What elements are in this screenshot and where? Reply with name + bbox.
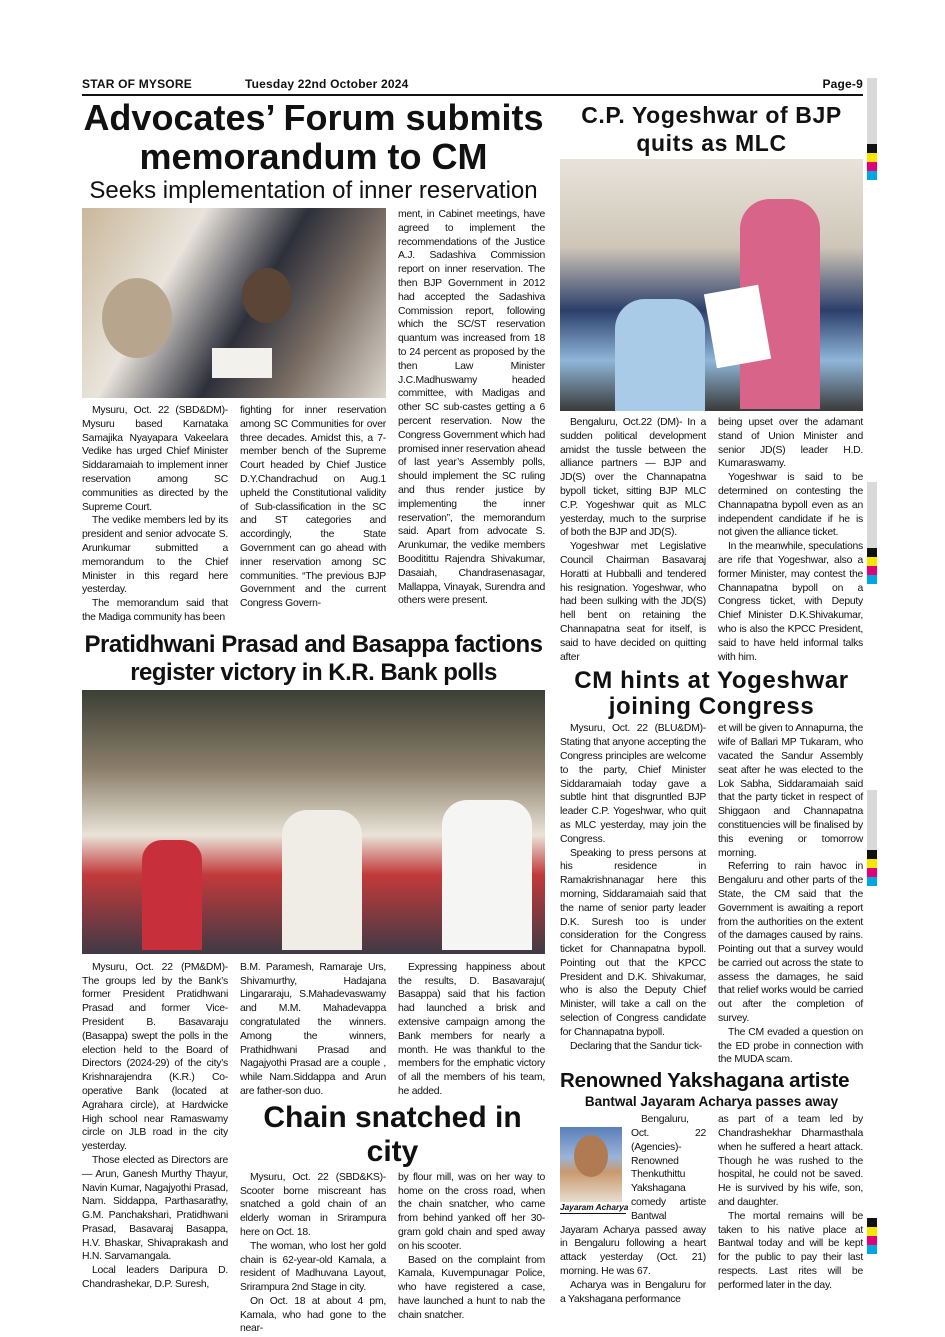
paragraph: Bengaluru, Oct. 22 (Agencies)- Renowned Thenkuthittu Yakshagana comedy artiste Bantwal Jayaram Acharya passed away in Bengaluru following a heart attack yesterday (Oct. 21) morning. He was 67.	[560, 1114, 706, 1278]
paragraph: Yogeshwar is said to be determined on contesting the Channapatna bypoll even as an independent candidate if he is not given the alliance ticket.	[718, 472, 863, 539]
headline: Pratidhwani Prasad and Basappa factions register victory in K.R. Bank polls	[84, 630, 543, 686]
paragraph: The vedike members led by its president and senior advocate S. Arunkumar submitted a memorandum to the Chief Minister in this regard here yesterday.	[82, 515, 228, 596]
paragraph: Referring to rain havoc in Bengaluru and other parts of the State, the CM said that the Government is awaiting a report from the authorities on the extent of the damages caused by rains. Pointing out that a survey would be carried out across the state to assess the damages, he said that relief works would be carried out after the completion of survey.	[718, 861, 863, 1025]
headline: Chain snatched in city	[263, 1100, 522, 1168]
photo-jayaram-acharya	[560, 1127, 622, 1202]
paragraph: Mysuru, Oct. 22 (BLU&DM)- Stating that anyone accepting the Congress principles are welcome to the party, Chief Minister Siddaramaiah today gave a subtle hint that disgruntled BJP leader C.P. Yogeshwar, who quit as MLC yesterday, may join the Congress.	[560, 723, 706, 845]
paragraph: Based on the complaint from Kamala, Kuvempunagar Police, who have registered a case, have launched a hunt to nab the chain snatcher.	[398, 1254, 545, 1321]
paragraph: Bengaluru, Oct.22 (DM)- In a sudden political development amidst the tussle between the alliance partners — BJP and JD(S) over the Channapatna bypoll ticket, sitting BJP MLC C.P. Yogeshwar quit as MLC yesterday, much to the surprise of both the BJP and JD(S).	[560, 417, 706, 539]
subheadline: Seeks implementation of inner reservation	[89, 177, 538, 204]
article-yakshagana-artiste	[560, 1069, 863, 1306]
article-column	[240, 961, 386, 1099]
paragraph: The woman, who lost her gold chain is 62-year-old Kamala, a resident of Madhuvana Layout, Srirampura 2nd Stage in city.	[240, 1240, 386, 1294]
paragraph: On Oct. 18 at about 4 pm, Kamala, who had gone to the near-	[240, 1295, 386, 1335]
paragraph: The mortal remains will be taken to his native place at Bantwal today and will be kept for the public to pay their last respects. Last rites will be performed later in the day.	[718, 1210, 863, 1291]
article-column	[398, 1171, 545, 1337]
headline: Renowned Yakshagana artiste	[560, 1069, 850, 1093]
paragraph: Mysuru, Oct. 22 (SBD&DM)- Mysuru based Karnataka Samajika Nyayapara Vakeelara Vedike has urged Chief Minister Siddaramaiah to implement inner reservation among SC communities as directed by the Supreme Court.	[82, 405, 228, 513]
article-column	[718, 1113, 863, 1306]
photo-caption: Jayaram Acharya	[560, 1202, 629, 1213]
article-column	[398, 961, 545, 1099]
photo-bank-poll-winners	[82, 690, 545, 954]
paragraph: fighting for inner reservation among SC Communities for over three decades. Amidst this, a 7-member bench of the Supreme Court headed by Chief Justice D.Y.Chandrachud on Aug.1 upheld the Constitutional validity of Sub-classification in the SC and ST categories and accordingly, the State Government can go ahead with inner reservation among SC communities. “The previous BJP Government and the current Congress Govern-	[240, 405, 386, 610]
paragraph: et will be given to Annapurna, the wife of Ballari MP Tukaram, who vacated the Sandur Assembly seat after he was elected to the Lok Sabha, Siddaramaiah said that the party ticket in respect of Shiggaon and Channapatna constituencies will be finalised by this evening or tomorrow morning.	[718, 723, 863, 859]
article-column	[560, 1113, 706, 1306]
header-rule	[82, 94, 863, 96]
paragraph: Yogeshwar met Legislative Council Chairman Basavaraj Horatti at Hubballi and tendered his resignation. Yogeshwar, who had been sulking with the JD(S) hell bent on retaining the Channapatna seat for itself, is said to have decided on quitting after	[560, 541, 706, 663]
paragraph: The memorandum said that the Madiga community has been	[82, 598, 228, 623]
article-column	[718, 722, 863, 1067]
paragraph: Local leaders Daripura D. Chandrashekar, D.P. Suresh,	[82, 1265, 228, 1291]
left-section	[82, 98, 545, 1336]
article-column	[398, 208, 545, 625]
issue-date: Tuesday 22nd October 2024	[245, 77, 409, 91]
newspaper-name: STAR OF MYSORE	[82, 77, 192, 91]
paragraph: In the meanwhile, speculations are rife that Yogeshwar, also a former Minister, may contest the Channapatna bypoll on a Congress ticket, with Deputy Chief Minister D.K.Shivakumar, who is also the KPCC President, said to have held informal talks with him.	[718, 541, 863, 663]
article-kr-bank-polls	[82, 631, 545, 1337]
photo-memorandum-submission	[82, 208, 386, 398]
paragraph: B.M. Paramesh, Ramaraje Urs, Shivamurthy, Hadajana Lingararaju, S.Mahadevaswamy and M.M. Mahadevappa congratulated the winners. Among the winners, Prathidhwani Prasad and Nagajyothi Prasad are a couple , while Nam.Siddappa and Arun are father-son duo.	[240, 961, 386, 1097]
headline: C.P. Yogeshwar of BJP quits as MLC	[581, 102, 842, 156]
article-yogeshwar-quits	[560, 101, 863, 664]
article-column	[240, 404, 386, 625]
article-column	[560, 722, 706, 1067]
article-chain-snatched	[240, 1099, 545, 1171]
headline: CM hints at Yogeshwar joining Congress	[574, 667, 849, 721]
paragraph: Acharya was in Bengaluru for a Yakshagana performance	[560, 1279, 706, 1305]
article-column	[82, 404, 228, 625]
article-column	[560, 416, 706, 664]
subheadline: Bantwal Jayaram Acharya passes away	[584, 1094, 839, 1110]
photo-yogeshwar-resignation	[560, 159, 863, 411]
article-advocates-forum	[82, 98, 545, 625]
headline: Advocates’ Forum submits memorandum to CM	[83, 97, 544, 177]
paragraph: being upset over the adamant stand of Union Minister and senior JD(S) leader H.D. Kumaraswamy.	[718, 417, 863, 470]
paragraph: by flour mill, was on her way to home on the cross road, when the chain snatcher, who came from behind yanked off her 30-gram gold chain and sped away on his scooter.	[398, 1171, 545, 1252]
article-column	[82, 961, 228, 1337]
paragraph: Speaking to press persons at his residence in Ramakrishnanagar here this morning, Siddaramaiah said that the name of senior party leader D.K. Suresh too is under consideration for the Congress ticket for Channapatna bypoll. Pointing out that the KPCC President and D.K. Shivakumar, who is also the Deputy Chief Minister, will take a call on the selection of Congress candidate for Channapatna bypoll.	[560, 847, 706, 1038]
paragraph: Those elected as Directors are — Arun, Ganesh Murthy Thayur, Navin Kumar, Nagajyothi Prasad, Nam. Siddappa, Parthasarathy, G.M. Panchakshari, Pratidhwani Prasad, Basavaraj Basappa, H.V. Bhaskar, Shivaprakash and H.N. Sarvamangala.	[82, 1154, 228, 1263]
photo-block	[560, 1127, 629, 1214]
paragraph: Expressing happiness about the results, D. Basavaraju( Basappa) said that his faction had launched a brisk and extensive campaign among the Bank members for nearly a month. He was thankful to the members for the emphatic victory of all the members of his team, he added.	[398, 961, 545, 1097]
article-column	[240, 1171, 386, 1337]
paragraph: Mysuru, Oct. 22 (SBD&KS)- Scooter borne miscreant has snatched a gold chain of an elderly woman in Srirampura here on Oct. 18.	[240, 1171, 386, 1238]
article-column	[718, 416, 863, 664]
paragraph: Declaring that the Sandur tick-	[570, 1040, 703, 1052]
paragraph: The CM evaded a question on the ED probe in connection with the MUDA scam.	[718, 1026, 863, 1066]
paragraph: Mysuru, Oct. 22 (PM&DM)- The groups led by the Bank’s former President Pratidhwani Prasad and former Vice-President B. Basavaraju (Basappa) swept the polls in the election held to the Board of Directors (2024-29) of the city’s Krishnarajendra (K.R.) Co-operative Bank (located at Agrahara circle), at Hardwicke High school near Ramaswamy circle on JLB road in the city yesterday.	[82, 961, 228, 1153]
paragraph: as part of a team led by Chandrashekhar Dharmasthala when he suffered a heart attack. Though he was rushed to the hospital, he could not be saved. He is survived by his wife, son, and daughter.	[718, 1114, 863, 1209]
right-section	[560, 101, 863, 1306]
paragraph: ment, in Cabinet meetings, have agreed to implement the recommendations of the Justice A.J. Sadashiva Commission report on inner reservation. The then BJP Government in 2012 had accepted the Sadashiva Commission report, following which the SC/ST reservation quantum was increased from 18 to 24 percent as proposed by the then Law Minister J.C.Madhuswamy headed committee, with Madigas and other SC sub-castes getting a 6 percent reservation. Now the Congress Government which had promised inner reservation ahead of last year’s Assembly polls, should implement the SC ruling and thus render justice by implementing the inner reservation”, the memorandum said. Apart from advocate S. Arunkumar, the vedike members Booditittu Rajendra Shivakumar, Dasaiah, Chandrasenasagar, Mallappa, Vinayak, Surendra and others were present.	[398, 209, 545, 607]
page-number: Page-9	[822, 77, 863, 91]
article-cm-hints	[560, 668, 863, 1067]
